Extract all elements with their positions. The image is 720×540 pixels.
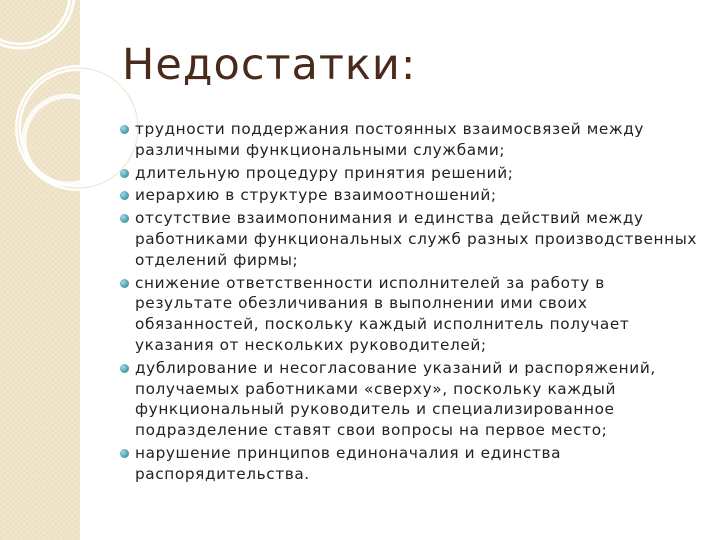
list-item (118, 358, 698, 441)
bullet-icon (120, 125, 129, 134)
list-item-text: иерархию в структуре взаимоотношений; (135, 186, 497, 205)
list-item (118, 185, 698, 206)
list-item-text: дублирование и несогласование указаний и распоряжений, получаемых работниками «сверху», поскольку каждый функциональный руководитель и специализированное подразделение ставят свои вопросы на первое место; (135, 358, 656, 440)
bullet-icon (120, 279, 129, 288)
list-item-text: длительную процедуру принятия решений; (135, 163, 514, 182)
list-item (118, 273, 698, 356)
list-item (118, 208, 698, 270)
bullet-icon (120, 191, 129, 200)
list-item (118, 163, 698, 184)
bullet-icon (120, 449, 129, 458)
list-item-text: снижение ответственности исполнителей за работу в результате обезличивания в выполнении ими своих обязанностей, поскольку каждый исполнитель получает указания от нескольких руководителей; (135, 273, 630, 354)
bullet-icon (120, 169, 129, 178)
list-item-text: нарушение принципов единоначалия и единства распорядительства. (135, 443, 562, 483)
list-item-text: отсутствие взаимопонимания и единства действий между работниками функциональных служб разных производственных отделений фирмы; (135, 209, 698, 269)
slide-title: Недостатки: (122, 40, 417, 90)
list-item (118, 443, 698, 485)
list-item-text: трудности поддержания постоянных взаимосвязей между различными функциональными службами; (135, 120, 645, 159)
bullet-icon (120, 364, 129, 373)
bullet-icon (120, 214, 129, 223)
list-item (118, 119, 698, 161)
bullet-list (118, 119, 698, 487)
